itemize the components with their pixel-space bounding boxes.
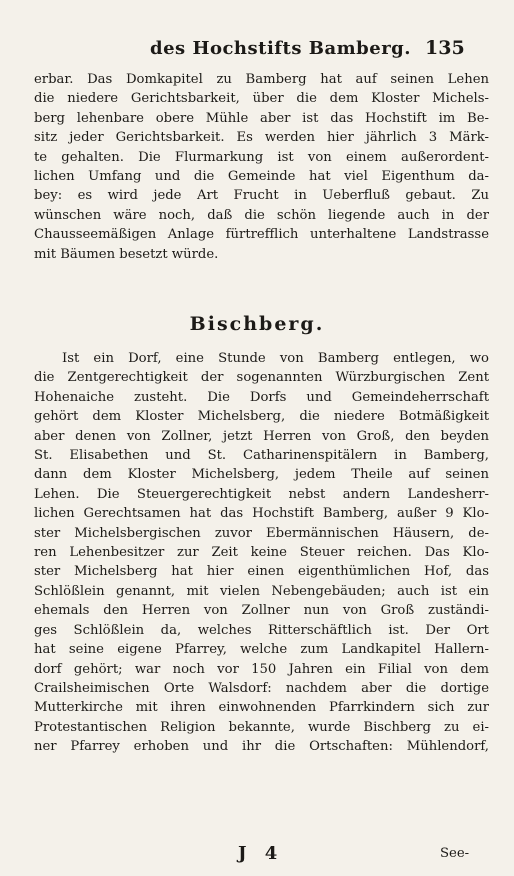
- text-line: Mutterkirche mit ihren einwohnenden Pfarrkindern sich zur: [34, 700, 489, 716]
- page-number: 135: [425, 37, 465, 59]
- text-line: Crailsheimischen Orte Walsdorf: nachdem aber die dortige: [34, 680, 489, 696]
- text-line: ster Michelsbergischen zuvor Ebermännischen Häusern, de-: [34, 525, 489, 541]
- section-heading: Bischberg.: [189, 313, 325, 335]
- text-line: ehemals den Herren von Zollner nun von Groß zuständi-: [34, 603, 489, 619]
- text-line: gehört dem Kloster Michelsberg, die niedere Botmäßigkeit: [34, 409, 489, 425]
- text-line: die niedere Gerichtsbarkeit, über die dem Kloster Michels-: [34, 91, 489, 107]
- section-paragraph: [34, 349, 489, 757]
- text-line: ges Schlößlein da, welches Ritterschäftlich ist. Der Ort: [34, 622, 489, 638]
- text-line: hat seine eigene Pfarrey, welche zum Landkapitel Hallern-: [34, 642, 489, 658]
- text-line: mit Bäumen besetzt würde.: [34, 246, 219, 262]
- text-line: wünschen wäre noch, daß die schön liegende auch in der: [34, 207, 489, 223]
- text-line: sitz jeder Gerichtsbarkeit. Es werden hier jährlich 3 Märk-: [34, 130, 489, 146]
- text-line: bey: es wird jede Art Frucht in Ueberfluß gebaut. Zu: [34, 188, 489, 204]
- text-line: aber denen von Zollner, jetzt Herren von Groß, den beyden: [34, 428, 489, 444]
- text-line: Chausseemäßigen Anlage fürtrefflich unterhaltene Landstrasse: [34, 227, 489, 243]
- text-line: ren Lehenbesitzer zur Zeit keine Steuer reichen. Das Klo-: [34, 545, 489, 561]
- text-line: dorf gehört; war noch vor 150 Jahren ein Filial von dem: [34, 661, 489, 677]
- text-line: dann dem Kloster Michelsberg, jedem Theile auf seinen: [34, 467, 489, 483]
- running-head: des Hochstifts Bamberg.: [150, 38, 412, 59]
- text-line: te gehalten. Die Flurmarkung ist von einem außerordent-: [34, 149, 489, 165]
- text-line: die Zentgerechtigkeit der sogenannten Würzburgischen Zent: [34, 370, 489, 386]
- continued-paragraph: [34, 70, 489, 264]
- text-line: ner Pfarrey erhoben und ihr die Ortschaften: Mühlendorf,: [34, 739, 489, 755]
- text-line: Protestantischen Religion bekannte, wurde Bischberg zu ei-: [34, 719, 489, 735]
- signature-mark: J 4: [238, 843, 284, 864]
- text-line: Schlößlein genannt, mit vielen Nebengebäuden; auch ist ein: [34, 583, 489, 599]
- text-line: Lehen. Die Steuergerechtigkeit nebst andern Landesherr-: [34, 486, 489, 502]
- text-line: St. Elisabethen und St. Catharinenspitälern in Bamberg,: [34, 448, 489, 464]
- text-line: erbar. Das Domkapitel zu Bamberg hat auf seinen Lehen: [34, 72, 489, 87]
- text-line: lichen Gerechtsamen hat das Hochstift Bamberg, außer 9 Klo-: [34, 506, 489, 522]
- text-line: Hohenaiche zusteht. Die Dorfs und Gemeindeherrschaft: [34, 389, 489, 405]
- text-line: Ist ein Dorf, eine Stunde von Bamberg entlegen, wo: [62, 351, 489, 366]
- text-line: berg lehenbare obere Mühle aber ist das Hochstift im Be-: [34, 110, 489, 126]
- text-line: ster Michelsberg hat hier einen eigenthümlichen Hof, das: [34, 564, 489, 580]
- text-line: lichen Umfang und die Gemeinde hat viel Eigenthum da-: [34, 169, 489, 185]
- catchword: See-: [440, 846, 470, 861]
